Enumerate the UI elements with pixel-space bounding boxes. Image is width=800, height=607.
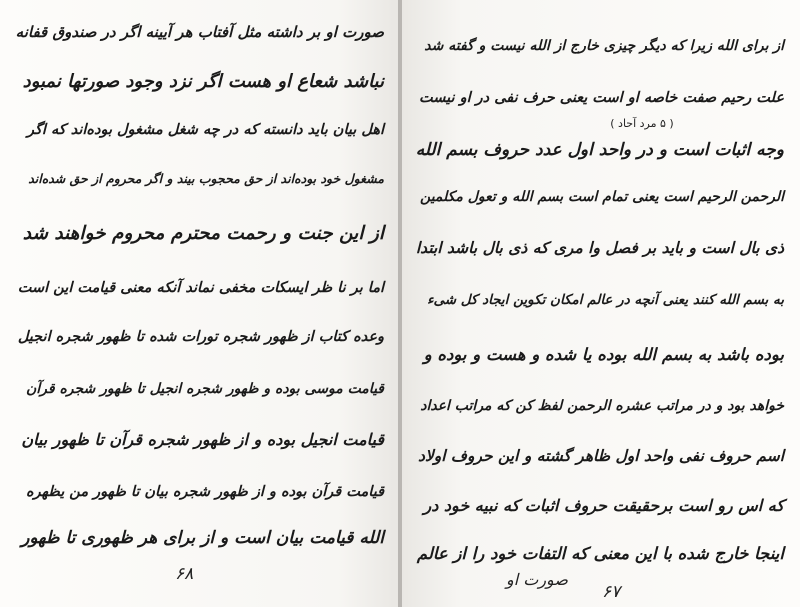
left-line-8: قیامت موسی بوده و ظهور شجره انجیل تا ظهور شجره قرآن: [26, 381, 384, 397]
left-page-text: [0, 0, 398, 607]
marginal-note: ( ۵ مرد آحاد ): [610, 117, 674, 130]
right-line-11: اینجا خارج شده با این معنی که التفات خود را از عالم: [416, 544, 784, 563]
right-line-6: به بسم الله کنند یعنی آنچه در عالم امکان تکوین ایجاد کل شیء: [427, 292, 784, 308]
right-line-4: الرحمن الرحیم است یعنی تمام است بسم الله و تعول مکلمین: [420, 189, 784, 205]
right-line-8: خواهد بود و در مراتب عشره الرحمن لفظ کن که مراتب اعداد: [420, 398, 784, 414]
left-page: [0, 0, 398, 607]
right-line-2: علت رحیم صفت خاصه او است یعنی حرف نفی در او نیست: [418, 90, 784, 106]
left-line-9: قیامت انجیل بوده و از ظهور شجره قرآن تا ظهور بیان: [21, 430, 384, 449]
left-line-5: از این جنت و رحمت محترم محروم خواهند شد: [22, 223, 384, 244]
left-line-4: مشغول خود بوده‌اند از حق محجوب بیند و اگر محروم از حق شده‌اند: [28, 171, 384, 186]
right-line-1: از برای الله زیرا که دیگر چیزی خارج از الله نیست و گفته شد: [424, 38, 784, 54]
left-line-11: الله قیامت بیان است و از برای هر ظهوری تا ظهور: [21, 528, 384, 548]
page-number-right: ۶۷: [602, 582, 621, 602]
right-page: [402, 0, 800, 607]
left-line-10: قیامت قرآن بوده و از ظهور شجره بیان تا ظهور من یظهره: [26, 484, 384, 500]
page-number-left: ۶۸: [175, 564, 194, 584]
right-page-text: [402, 0, 800, 607]
right-line-10: که اس رو است برحقیقت حروف اثبات که نبیه خود در: [423, 496, 784, 515]
left-line-1: صورت او بر داشته مثل آفتاب هر آیینه اگر در صندوق قفانه: [15, 23, 384, 41]
left-line-3: اهل بیان باید دانسته که در چه شغل مشغول بوده‌اند که اگر: [27, 122, 384, 138]
right-line-5: ذی بال است و باید بر فصل وا مری که ذی بال باشد ابتدا: [415, 239, 784, 257]
left-line-2: نباشد شعاع او هست اگر نزد وجود صورتها نمبود: [22, 71, 384, 92]
left-line-7: وعده کتاب از ظهور شجره تورات شده تا ظهور شجره انجیل: [17, 329, 384, 345]
right-line-9: اسم حروف نفی واحد اول ظاهر گشته و این حروف اولاد: [418, 447, 784, 465]
right-line-7: بوده باشد به بسم الله بوده یا شده و هست و بوده و: [423, 345, 784, 364]
left-line-6: اما بر نا ظر ایسکات مخفی نماند آنکه معنی قیامت این است: [17, 280, 384, 296]
catchword: صورت او: [506, 570, 568, 589]
right-line-3: وجه اثبات است و در واحد اول عدد حروف بسم الله: [415, 140, 784, 160]
